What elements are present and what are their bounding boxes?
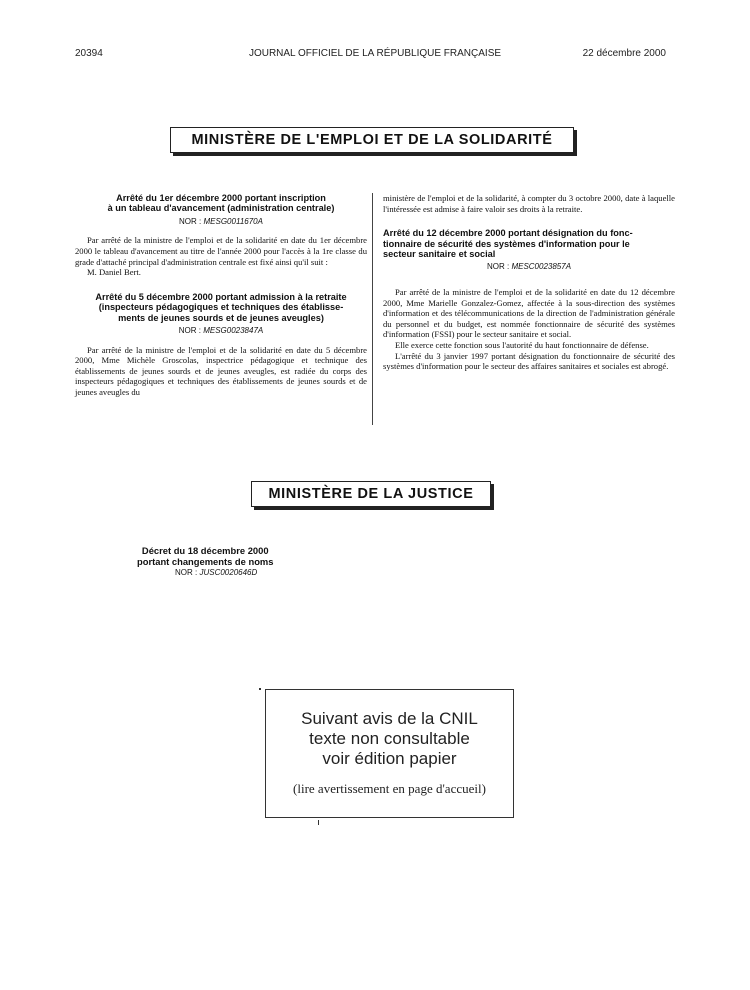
cnil-line1: Suivant avis de la CNIL bbox=[301, 709, 478, 728]
article2-title bbox=[75, 292, 367, 323]
nor-code: MESC0023857A bbox=[511, 262, 572, 272]
nor-label: NOR : bbox=[486, 262, 510, 272]
nor-label: NOR : bbox=[175, 568, 198, 578]
page-number: 20394 bbox=[75, 48, 103, 59]
nor-code: MESG0011670A bbox=[203, 216, 263, 226]
article3-title-line3: secteur sanitaire et social bbox=[383, 249, 496, 259]
decret-title-line2: portant changements de noms bbox=[137, 555, 274, 567]
article3-para3: L'arrêté du 3 janvier 1997 portant désignation du fonctionnaire de sécurité des systèmes d'information pour le secteur des affaires sanitaires et sociales est abrogé. bbox=[383, 350, 675, 372]
decret-title-line1: Décret du 18 décembre 2000 bbox=[141, 545, 269, 556]
nor-code: JUSC0020646D bbox=[199, 568, 258, 578]
article2-title-line2: (inspecteurs pédagogiques et techniques des établisse- bbox=[98, 302, 344, 313]
right-column bbox=[383, 193, 675, 372]
decret-title bbox=[137, 546, 273, 567]
article2-title-line1: Arrêté du 5 décembre 2000 portant admission à la retraite bbox=[95, 291, 347, 302]
article3-para2: Elle exerce cette fonction sous l'autorité du haut fonctionnaire de défense. bbox=[395, 339, 649, 350]
left-column bbox=[75, 193, 367, 398]
article2-nor bbox=[75, 326, 367, 337]
article3-title-line1: Arrêté du 12 décembre 2000 portant désignation du fonc- bbox=[383, 228, 633, 239]
decret-nor bbox=[137, 568, 273, 577]
article2-body: Par arrêté de la ministre de l'emploi et de la solidarité en date du 5 décembre 2000, Mme Michèle Groscolas, inspectrice pédagogique et technique des établissements de jeunes sourds et de jeunes aveugles, est radiée du corps des inspecteurs pédagogiques et techniques des établissements de jeunes sourds et de jeunes aveugles du bbox=[75, 344, 367, 397]
article2-title-line3: ments de jeunes sourds et de jeunes aveugles) bbox=[118, 312, 324, 323]
article3-title-line2: tionnaire de sécurité des systèmes d'information pour le bbox=[383, 238, 630, 249]
article3-nor bbox=[383, 262, 675, 273]
article1-title bbox=[75, 193, 367, 214]
scan-mark bbox=[318, 820, 319, 825]
cnil-line3: voir édition papier bbox=[322, 749, 457, 768]
article1-title-line2: à un tableau d'avancement (administration centrale) bbox=[107, 203, 335, 214]
cnil-notice-box bbox=[265, 689, 514, 818]
column-divider bbox=[372, 193, 373, 425]
ministry-emploi-heading: MINISTÈRE DE L'EMPLOI ET DE LA SOLIDARITÉ bbox=[170, 127, 574, 153]
article1-title-line1: Arrêté du 1er décembre 2000 portant inscription bbox=[116, 193, 326, 203]
nor-code: MESG0023847A bbox=[203, 326, 264, 335]
decret-block bbox=[137, 546, 273, 577]
article1-name: M. Daniel Bert. bbox=[87, 267, 141, 278]
nor-label: NOR : bbox=[178, 326, 201, 335]
scan-mark bbox=[259, 688, 261, 690]
publication-date: 22 décembre 2000 bbox=[582, 48, 666, 59]
article3-title bbox=[383, 228, 675, 259]
ministry-justice-heading: MINISTÈRE DE LA JUSTICE bbox=[251, 481, 491, 507]
article1-nor bbox=[75, 217, 367, 228]
article1-body: Par arrêté de la ministre de l'emploi et de la solidarité en date du 1er décembre 2000 le tableau d'avancement au titre de l'année 2000 pour l'accès à la 1re classe du grade d'attaché principal d'administration centrale est fixé ainsi qu'il suit : bbox=[75, 235, 367, 267]
nor-label: NOR : bbox=[179, 216, 202, 226]
journal-title: JOURNAL OFFICIEL DE LA RÉPUBLIQUE FRANÇAISE bbox=[248, 48, 502, 59]
article2-continuation: ministère de l'emploi et de la solidarité, à compter du 3 octobre 2000, date à laquelle l'intéressée est admise à faire valoir ses droits à la retraite. bbox=[383, 193, 675, 214]
article3-para1: Par arrêté de la ministre de l'emploi et de la solidarité en date du 12 décembre 2000, Mme Marielle Gonzalez-Gomez, affectée à la sous-direction des systèmes d'information et des télécommunications de la direction de l'administration générale du personnel et du budget, est nommée fonctionnaire de sécurité des systèmes d'information (FSSI) pour le secteur sanitaire et social. bbox=[383, 287, 675, 340]
cnil-line4: (lire avertissement en page d'accueil) bbox=[293, 781, 486, 796]
cnil-line2: texte non consultable bbox=[309, 729, 470, 748]
